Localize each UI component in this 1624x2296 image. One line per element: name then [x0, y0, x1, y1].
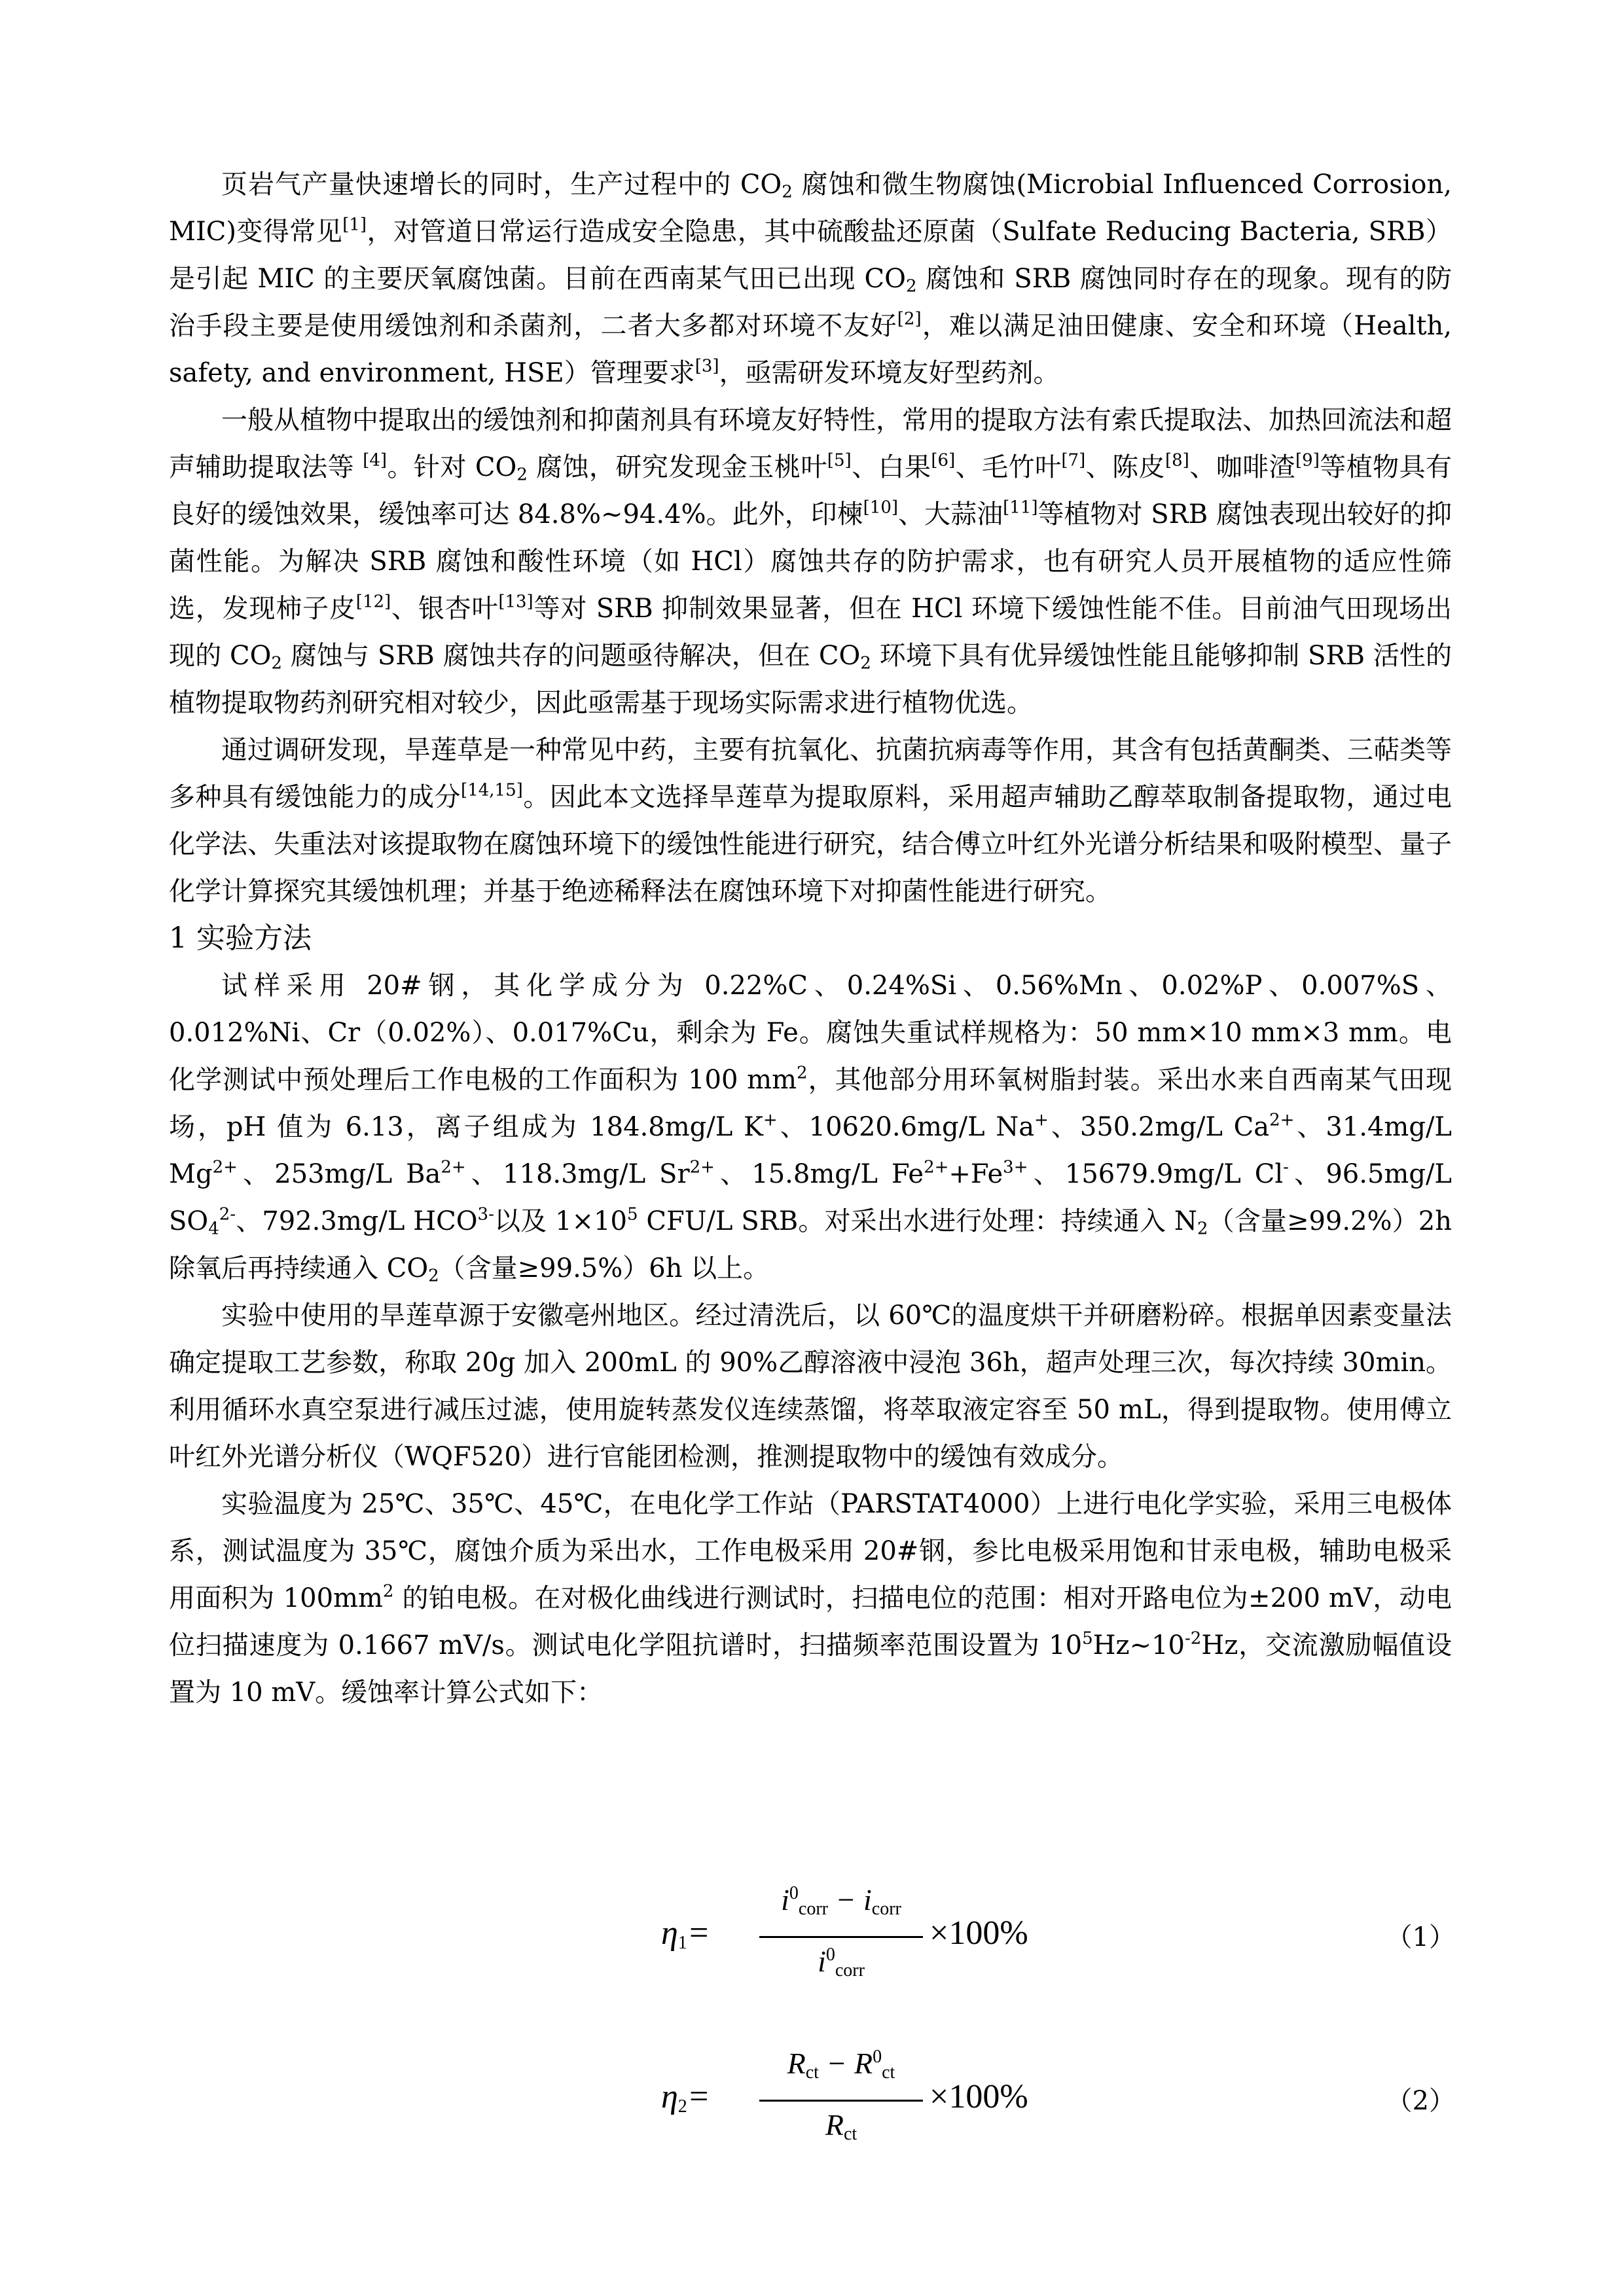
equation-1-fraction	[759, 1878, 923, 1996]
intro-block	[169, 161, 1452, 1716]
paragraph-6: 实验温度为 25℃、35℃、45℃，在电化学工作站（PARSTAT4000）上进行电化学实验，采用三电极体系，测试温度为 35℃，腐蚀介质为采出水，工作电极采用 20#钢，参比电极采用饱和甘汞电极，辅助电极采用面积为 $100mm^2$ 的铂电极。在对极化曲线进行测试时，扫描电位的范围：相对开路电位为±200 mV，动电位扫描速度为 0.1667 mV/s。测试电化学阻抗谱时，扫描频率范围设置为 $10^5Hz\sim 10^{-2}Hz$，交流激励幅值设置为 10 mV。缓蚀率计算公式如下：	[169, 1489, 1453, 1708]
equation-2-number: （2）	[1386, 2086, 1455, 2116]
equation-2-fraction-bar	[759, 2100, 923, 2102]
equation-2-tail: ×100%	[929, 2078, 1028, 2115]
paragraph-2: 一般从植物中提取出的缓蚀剂和抑菌剂具有环境友好特性，常用的提取方法有索氏提取法、加热回流法和超声辅助提取法等 [4]。针对 $CO_2$ 腐蚀，研究发现金玉桃叶[5]、白果[6]、毛竹叶[7]、陈皮[8]、咖啡渣[9]等植物具有良好的缓蚀效果，缓蚀率可达 84.8%~94.4%。此外，印楝[10]、大蒜油[11]等植物对 SRB 腐蚀表现出较好的抑菌性能。为解决 SRB 腐蚀和酸性环境（如 HCl）腐蚀共存的防护需求，也有研究人员开展植物的适应性筛选，发现柿子皮[12]、银杏叶[13]等对 SRB 抑制效果显著，但在 HCl 环境下缓蚀性能不佳。目前油气田现场出现的 $CO_2$ 腐蚀与 SRB 腐蚀共存的问题亟待解决，但在 $CO_2$ 环境下具有优异缓蚀性能且能够抑制 SRB 活性的植物提取物药剂研究相对较少，因此亟需基于现场实际需求进行植物优选。	[169, 405, 1453, 718]
equation-1-number: （1）	[1386, 1922, 1455, 1952]
equation-1	[0, 1878, 1624, 1996]
equation-2-fraction	[759, 2042, 923, 2160]
equation-1-numerator: $i^0_{corr} - i_{corr}$	[781, 1883, 901, 1919]
equation-2-denominator: $R_{ct}$	[825, 2108, 857, 2144]
paragraph-4: 试样采用 20#钢，其化学成分为 0.22%C、0.24%Si、0.56%Mn、0.02%P、0.007%S、0.012%Ni、Cr（0.02%）、0.017%Cu，剩余为 Fe。腐蚀失重试样规格为：50 mm×10 mm×3 mm。电化学测试中预处理后工作电极的工作面积为 100 $mm^2$，其他部分用环氧树脂封装。采出水来自西南某气田现场，pH 值为 6.13，离子组成为 184.8mg/L K+、10620.6mg/L Na+、350.2mg/L $Ca^{2+}$、31.4mg/L $Mg^{2+}$、253mg/L $Ba^{2+}$、118.3mg/L $Sr^{2+}$、15.8mg/L $Fe^{2+}+Fe^{3+}$、15679.9mg/L Cl-、96.5mg/L $SO_4^{2-}$、792.3mg/L $HCO^{3-}$以及 $1\times 10^5$ CFU/L SRB。对采出水进行处理：持续通入 $N_2$（含量≥99.2%）2h 除氧后再持续通入 $CO_2$（含量≥99.5%）6h 以上。	[169, 971, 1453, 1286]
paragraph-5: 实验中使用的旱莲草源于安徽亳州地区。经过清洗后，以 60℃的温度烘干并研磨粉碎。根据单因素变量法确定提取工艺参数，称取 20g 加入 200mL 的 90%乙醇溶液中浸泡 36h，超声处理三次，每次持续 30min。利用循环水真空泵进行减压过滤，使用旋转蒸发仪连续蒸馏，将萃取液定容至 50 mL，得到提取物。使用傅立叶红外光谱分析仪（WQF520）进行官能团检测，推测提取物中的缓蚀有效成分。	[169, 1300, 1452, 1472]
equation-2	[0, 2042, 1624, 2160]
equation-1-tail: ×100%	[929, 1914, 1028, 1952]
paragraph-1: 页岩气产量快速增长的同时，生产过程中的 $CO_2$ 腐蚀和微生物腐蚀(Microbial Influenced Corrosion, MIC)变得常见[1]，对管道日常运行造成安全隐患，其中硫酸盐还原菌（Sulfate Reducing Bacteria, SRB）是引起 MIC 的主要厌氧腐蚀菌。目前在西南某气田已出现 $CO_2$ 腐蚀和 SRB 腐蚀同时存在的现象。现有的防治手段主要是使用缓蚀剂和杀菌剂，二者大多都对环境不友好[2]，难以满足油田健康、安全和环境（Health, safety, and environment, HSE）管理要求[3]，亟需研发环境友好型药剂。	[169, 170, 1453, 388]
paragraph-3: 通过调研发现，旱莲草是一种常见中药，主要有抗氧化、抗菌抗病毒等作用，其含有包括黄酮类、三萜类等多种具有缓蚀能力的成分[14,15]。因此本文选择旱莲草为提取原料，采用超声辅助乙醇萃取制备提取物，通过电化学法、失重法对该提取物在腐蚀环境下的缓蚀性能进行研究，结合傅立叶红外光谱分析结果和吸附模型、量子化学计算探究其缓蚀机理；并基于绝迹稀释法在腐蚀环境下对抑菌性能进行研究。	[169, 735, 1453, 906]
equation-1-denominator: $i^0_{corr}$	[818, 1945, 865, 1981]
section-heading: 1 实验方法	[169, 922, 312, 955]
equation-1-fraction-bar	[759, 1936, 923, 1938]
equation-2-numerator: $R_{ct} - R^0_{ct}$	[787, 2047, 895, 2083]
equation-2-lhs: $\eta_2=$	[661, 2078, 710, 2117]
equation-1-lhs: $\eta_1=$	[661, 1914, 710, 1953]
